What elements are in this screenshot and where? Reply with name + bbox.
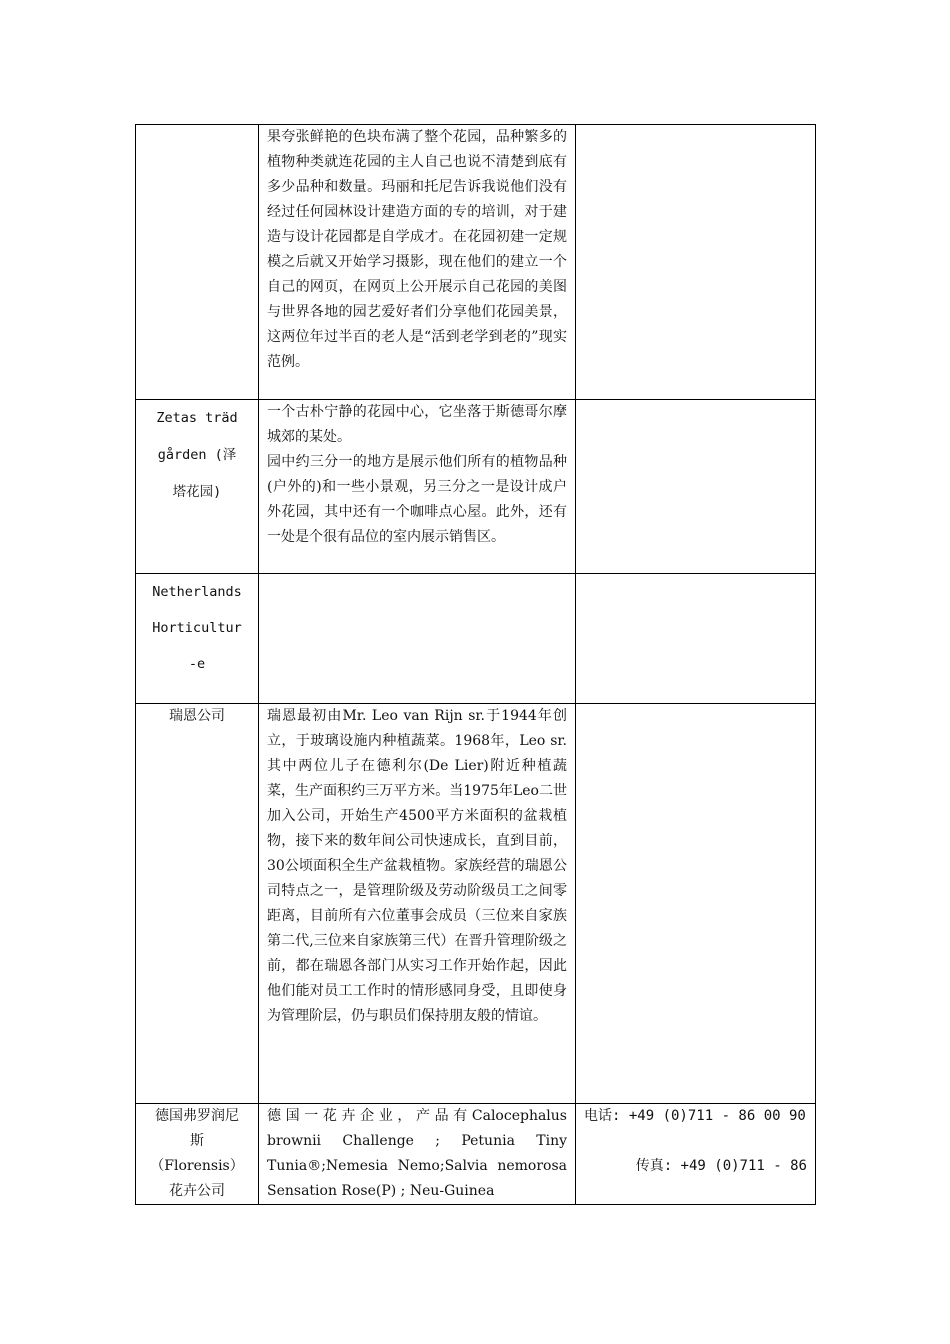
description-cell [259,400,576,574]
company-name-cell [136,125,259,400]
description-cell [259,1104,576,1205]
description-text: 瑞恩最初由Mr. Leo van Rijn sr.于1944年创立，于玻璃设施内种植蔬菜。1968年，Leo sr.其中两位儿子在德利尔(De Lier)附近种植蔬菜，生产面积约三万平方米。当1975年Leo二世加入公司，开始生产4500平方米面积的盆栽植物，接下来的数年间公司快速成长，直到目前，30公顷面积全生产盆栽植物。家族经营的瑞恩公司特点之一，是管理阶级及劳动阶级员工之间零距离，目前所有六位董事会成员（三位来自家族第二代,三位来自家族第三代）在晋升管理阶级之前，都在瑞恩各部门从实习工作开始作起，因此他们能对员工工作时的情形感同身受，且即使身为管理阶层，仍与职员们保持朋友般的情谊。 [267,708,567,1024]
table-row [136,400,816,574]
table-row [136,125,816,400]
company-name-line: （Florensis） [150,1158,244,1174]
description-text: 果夸张鲜艳的色块布满了整个花园，品种繁多的植物种类就连花园的主人自己也说不清楚到底有多少品种和数量。玛丽和托尼告诉我说他们没有经过任何园林设计建造方面的专的培训，对于建造与设计花园都是自学成才。在花园初建一定规模之后就又开始学习摄影，现在他们的建立一个自己的网页，在网页上公开展示自己花园的美图与世界各地的园艺爱好者们分享他们花园美景，这两位年过半百的老人是“活到老学到老的”现实范例。 [267,129,567,370]
company-name-line: Horticultur [152,620,242,636]
description-text: 园中约三分一的地方是展示他们所有的植物品种(户外的)和一些小景观，另三分之一是设计成户外花园，其中还有一个咖啡点心屋。此外，还有一处是个很有品位的室内展示销售区。 [267,454,567,545]
contact-cell [576,574,816,704]
description-cell [259,704,576,1104]
description-text: 一个古朴宁静的花园中心，它坐落于斯德哥尔摩城郊的某处。 [267,404,567,445]
description-cell [259,125,576,400]
company-name-line: -e [188,656,206,672]
company-name-cell [136,704,259,1104]
contact-cell [576,704,816,1104]
company-name-cell [136,400,259,574]
company-name-line: 德国弗罗润尼 [155,1108,239,1124]
company-name-line: 塔花园) [172,484,222,500]
company-name-line: 斯 [190,1133,204,1149]
contact-spacer [584,1129,807,1154]
company-name-line: Netherlands [152,584,242,600]
description-text: 德国一花卉企业，产品有Calocephalus brownii Challenge ; Petunia Tiny Tunia®;Nemesia Nemo;Salvia nemorosa Sensation Rose(P) ; Neu-Guinea [267,1108,567,1199]
company-name-line: 瑞恩公司 [169,708,225,724]
table-row [136,574,816,704]
phone-text: 电话: +49 (0)711 - 86 00 90 [584,1108,806,1124]
fax-text: 传真: +49 (0)711 - 86 [635,1158,807,1174]
description-cell [259,574,576,704]
company-name-cell [136,1104,259,1205]
contact-cell [576,400,816,574]
contact-cell [576,1104,816,1205]
table-row [136,1104,816,1205]
contact-cell [576,125,816,400]
company-name-line: gården (泽 [157,447,237,463]
company-name-line: Zetas träd [156,410,238,426]
company-name-line: 花卉公司 [169,1183,225,1199]
table-row [136,704,816,1104]
company-table [135,124,816,1205]
company-name-cell [136,574,259,704]
